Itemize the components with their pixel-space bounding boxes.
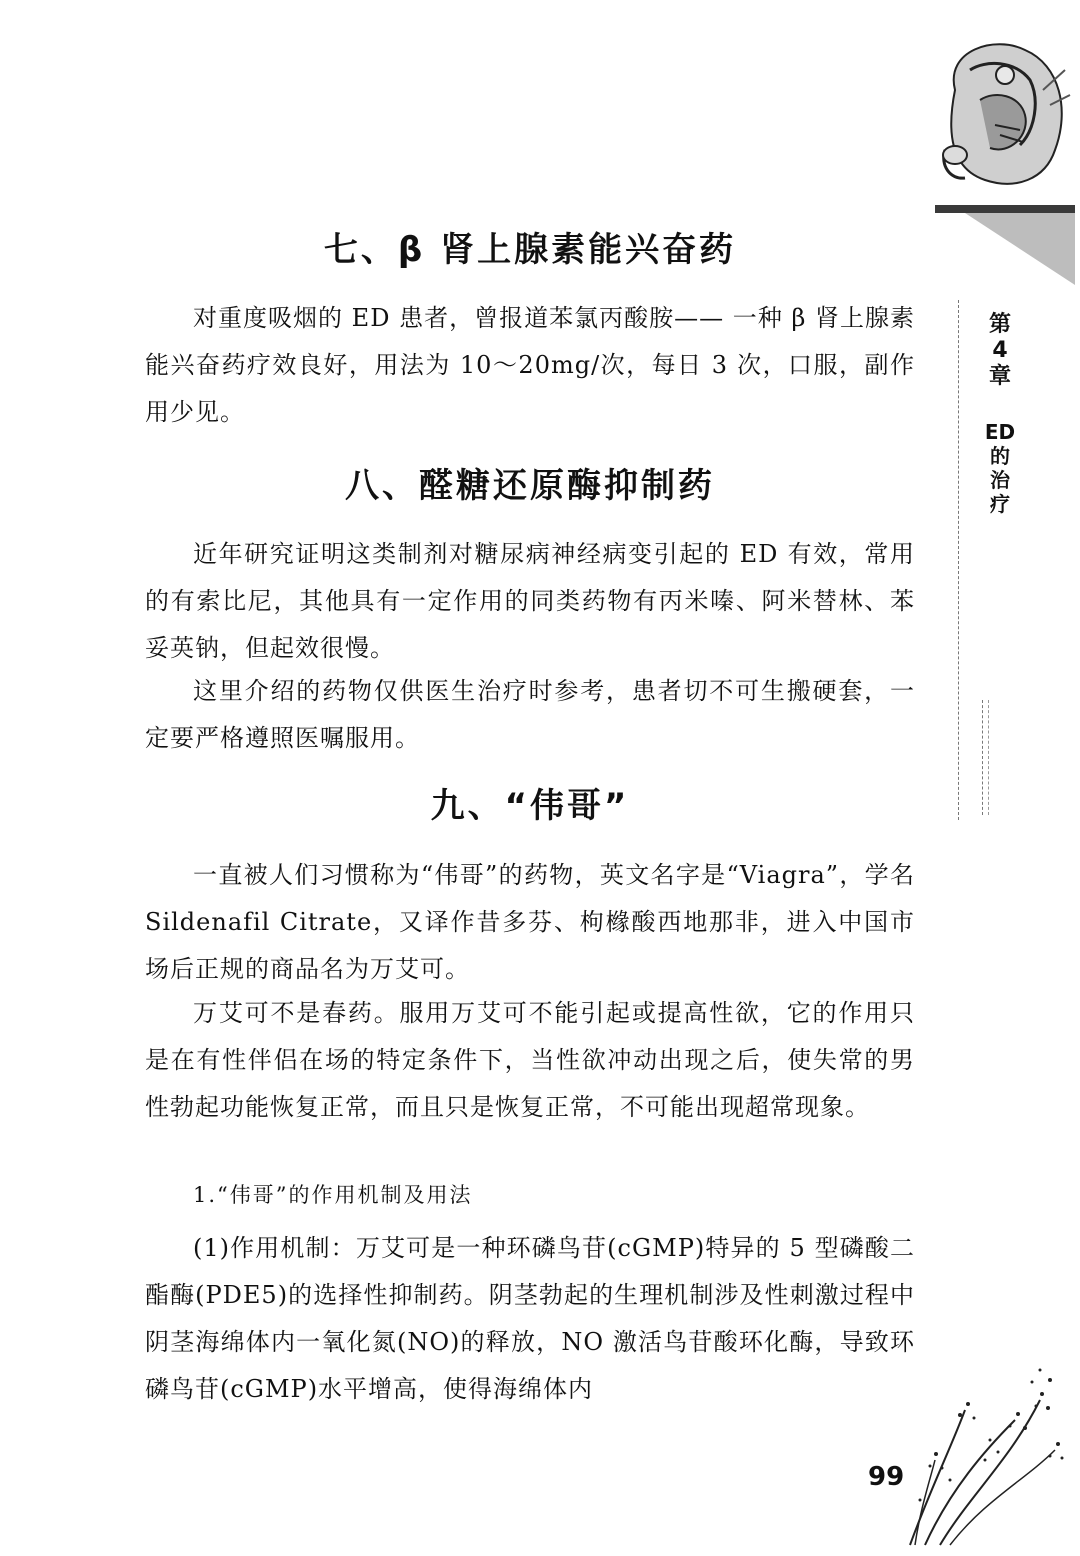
paragraph: 这里介绍的药物仅供医生治疗时参考，患者切不可生搬硬套，一定要严格遵照医嘱服用。 (145, 677, 915, 752)
section-heading: 九、“伟哥” (430, 786, 630, 826)
subheading: 1.“伟哥”的作用机制及用法 (193, 1183, 473, 1207)
section-heading: 八、醛糖还原酶抑制药 (345, 466, 715, 506)
page-number: 99 (868, 1462, 905, 1492)
chapter-illustration (925, 30, 1075, 290)
section-heading: 七、β 肾上腺素能兴奋药 (323, 230, 737, 270)
sidebar-divider (958, 300, 959, 820)
sidebar-divider (982, 700, 983, 815)
sidebar-divider (988, 700, 989, 815)
paragraph: 万艾可不是春药。服用万艾可不能引起或提高性欲，它的作用只是在有性伴侣在场的特定条件下，当性欲冲动出现之后，使失常的男性勃起功能恢复正常，而且只是恢复正常，不可能出现超常现象。 (145, 999, 915, 1121)
paragraph: 一直被人们习惯称为“伟哥”的药物，英文名字是“Viagra”，学名 Sildenafil Citrate，又译作昔多芬、枸橼酸西地那非，进入中国市场后正规的商品名为万艾可。 (145, 861, 915, 983)
sidebar-chapter-label: 第 4 章 (988, 312, 1011, 389)
paragraph: 对重度吸烟的 ED 患者，曾报道苯氯丙酸胺—— 一种 β 肾上腺素能兴奋药疗效良好，用法为 10～20mg/次，每日 3 次，口服，副作用少见。 (145, 304, 915, 426)
decorative-sprig (890, 1340, 1070, 1550)
paragraph: 近年研究证明这类制剂对糖尿病神经病变引起的 ED 有效，常用的有索比尼，其他具有一定作用的同类药物有丙米嗪、阿米替林、苯妥英钠，但起效很慢。 (145, 540, 915, 662)
paragraph: (1)作用机制：万艾可是一种环磷鸟苷(cGMP)特异的 5 型磷酸二酯酶(PDE5)的选择性抑制药。阴茎勃起的生理机制涉及性刺激过程中阴茎海绵体内一氧化氮(NO)的释放，NO 激活鸟苷酸环化酶，导致环磷鸟苷(cGMP)水平增高，使得海绵体内 (145, 1234, 915, 1403)
sidebar-chapter-title: ED 的 治 疗 (984, 420, 1016, 516)
